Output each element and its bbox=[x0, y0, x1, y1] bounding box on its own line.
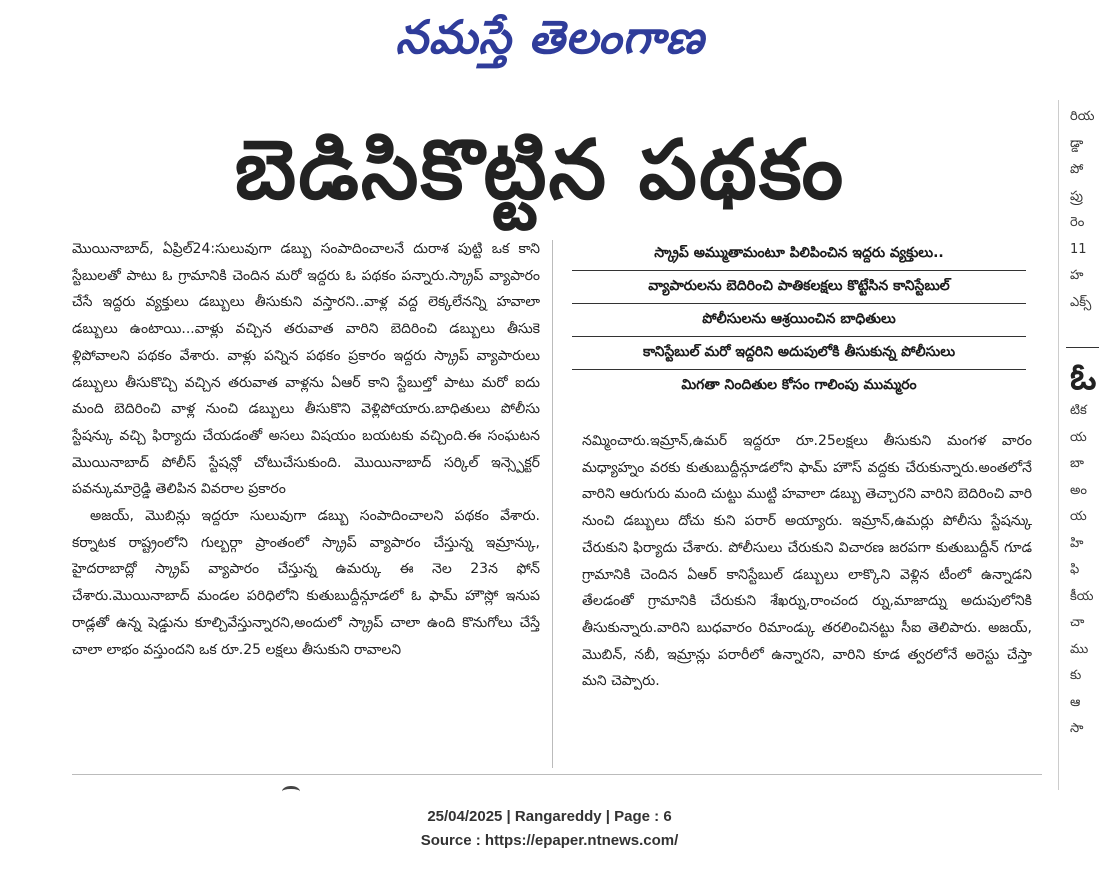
article-headline: బెడిసికొట్టిన పథకం bbox=[234, 123, 846, 218]
article-right-column bbox=[582, 428, 1032, 768]
fragment-line: డ్డా bbox=[1070, 135, 1084, 151]
clipped-glyph-mark bbox=[282, 786, 300, 797]
fragment-line: య bbox=[1070, 429, 1087, 445]
subheadline: వ్యాపారులను బెదిరించి పాతికలక్షలు కొట్టేసిన కానిస్టేబుల్ bbox=[572, 271, 1026, 304]
fragment-line: య bbox=[1070, 509, 1087, 524]
fragment-line: చా bbox=[1070, 615, 1085, 630]
fragment-line: బా bbox=[1070, 456, 1084, 471]
article-left-column bbox=[72, 236, 540, 768]
fragment-line: టిక bbox=[1070, 403, 1087, 418]
column-divider bbox=[552, 240, 553, 768]
fragment-line: ము bbox=[1070, 641, 1089, 657]
fragment-line: ఫి bbox=[1070, 562, 1080, 577]
article-paragraph: మొయినాబాద్, ఏప్రిల్24:సులువుగా డబ్బు సంపాదించాలనే దురాశ పుట్టి ఒక కాని స్టేబులతో పాటు ఓ గ్రామానికి చెందిన మరో ఇద్దరు ఓ పథకం పన్నారు.స్క్రాప్ వ్యాపారం చేసే ఇద్దరు వ్యక్తులు డబ్బులు తీసుకుని వస్తారని..వాళ్ల వద్ద లెక్కలేనన్ని హవాలా డబ్బులు ఉంటాయి...వాళ్లు వచ్చిన తరువాత వారిని బెదిరించి డబ్బులు తీసుకె ళ్లిపోవాలని పథకం వేశారు. వాళ్లు పన్నిన పథకం ప్రకారం ఇద్దరు స్క్రాప్ వ్యాపారులు డబ్బులు తీసుకొచ్చి వచ్చిన తరువాత వాళ్లను ఏఆర్ కాని స్టేబుల్తో పాటు మరో ఐదు మంది బెదిరించి వాళ్ల నుంచి డబ్బులు తీసుకొని వెళ్లిపోయారు.బాధితులు పోలీసు స్టేషన్కు వచ్చి ఫిర్యాదు చేయడంతో అసలు విషయం బయటకు వచ్చింది.ఈ సంఘటన మొయినాబాద్ పోలీస్ స్టేషన్లో చోటుచేసుకుంది. మొయినాబాద్ సర్కిల్ ఇన్స్పెక్టర్ పవన్కుమార్రెడ్డి తెలిపిన వివరాల ప్రకారం bbox=[72, 241, 540, 498]
fragment-line: ప్రు bbox=[1070, 188, 1083, 204]
article-paragraph: అజయ్, మొబిన్లు ఇద్దరూ సులువుగా డబ్బు సంపాదించాలని పథకం వేశారు. కర్నాటక రాష్ట్రంలోని గుల్బర్గా ప్రాంతంలో స్క్రాప్ వ్యాపారం చేస్తున్న ఇమ్రాన్కు, హైదరాబాద్లో స్క్రాప్ వ్యాపారం చేస్తున్న ఉమర్కు ఈ నెల 23న ఫోన్ చేశారు.మొయినాబాద్ మండల పరిధిలోని కుతుబుద్దీన్గూడలో ఓ ఫామ్ హౌస్లో ఇనుప రాడ్లతో ఉన్న షెడ్డును కూల్చివేస్తున్నారని,అందులో స్క్రాప్ చాలా ఉంది కొనుగోలు చేస్తే చాలా లాభం వస్తుందని ఒక రూ.25 లక్షలు తీసుకుని రావాలని bbox=[72, 508, 540, 658]
article-paragraph: నమ్మించారు.ఇమ్రాన్,ఉమర్ ఇద్దరూ రూ.25లక్షలు తీసుకుని మంగళ వారం మధ్యాహ్నం వరకు కుతుబుద్దీన్గూడలోని ఫామ్ హౌస్ వద్దకు చేరుకున్నారు.అంతలోనే వారిని ఆరుగురు మంది చుట్టు ముట్టి హవాలా డబ్బు తెచ్చారని వారిని బెదిరించి వారి నుంచి డబ్బులు దోచు కుని పరార్ అయ్యారు. ఇమ్రాన్,ఉమర్లు పోలీసు స్టేషన్కు చేరుకుని ఫిర్యాదు చేశారు. పోలీసులు చేరుకుని విచారణ జరపగా కుతుబుద్దీన్ గూడ గ్రామానికి చెందిన ఏఆర్ కానిస్టేబుల్ డబ్బులు లాక్కొని వెళ్లిన టీంలో ఉన్నాడని తేలడంతో గ్రామానికి చేరుకుని శేఖర్ను,రాంచంద ర్ను,మాజాద్ను అదుపులోనికి తీసుకున్నారు.వారిని బుధవారం రిమాండ్కు తరలించినట్టు సీఐ తెలిపారు. అజయ్, మొబిన్, నబీ, ఇమ్రాన్లు పరారీలో ఉన్నారని, వారిని కూడ త్వరలోనే అరెస్టు చేస్తా మని చెప్పారు. bbox=[582, 433, 1032, 690]
adjacent-article-fragment bbox=[1070, 398, 1099, 743]
fragment-line: ఆ bbox=[1070, 694, 1081, 710]
fragment-line: సా bbox=[1070, 721, 1084, 736]
fragment-line: కు bbox=[1070, 668, 1082, 683]
fragment-line: ఎక్స్ bbox=[1070, 294, 1092, 310]
page-edge-divider bbox=[1058, 100, 1059, 790]
fragment-line: రియ bbox=[1070, 109, 1095, 124]
newspaper-masthead: నమస్తే తెలంగాణ bbox=[395, 10, 705, 64]
fragment-headline-glyph: ఓ bbox=[1070, 357, 1097, 398]
fragment-separator bbox=[1066, 347, 1099, 348]
subheadline: మిగతా నిందితుల కోసం గాలింపు ముమ్మరం bbox=[681, 377, 917, 393]
subheadline: పోలీసులను ఆశ్రయించిన బాధితులు bbox=[572, 304, 1026, 337]
fragment-line: పో bbox=[1070, 162, 1084, 177]
fragment-line: హ bbox=[1070, 268, 1084, 283]
page-info-footer: 25/04/2025 | Rangareddy | Page : 6 bbox=[427, 808, 672, 825]
adjacent-article-fragment bbox=[1070, 104, 1099, 316]
fragment-line: కీయ bbox=[1070, 588, 1094, 604]
fragment-line: 11 bbox=[1070, 241, 1087, 257]
subheadline: కానిస్టేబుల్ మరో ఇద్దరిని అదుపులోకి తీసుకున్న పోలీసులు bbox=[572, 337, 1026, 370]
bottom-divider bbox=[72, 774, 1042, 775]
source-footer: Source : https://epaper.ntnews.com/ bbox=[420, 832, 679, 849]
subheadline: స్క్రాప్ అమ్ముతామంటూ పిలిపించిన ఇద్దరు వ్యక్తులు.. bbox=[572, 238, 1026, 271]
fragment-line: అం bbox=[1070, 482, 1087, 498]
subheadline-box bbox=[560, 238, 1038, 402]
fragment-line: రెం bbox=[1070, 215, 1085, 230]
fragment-line: హి bbox=[1070, 535, 1084, 551]
